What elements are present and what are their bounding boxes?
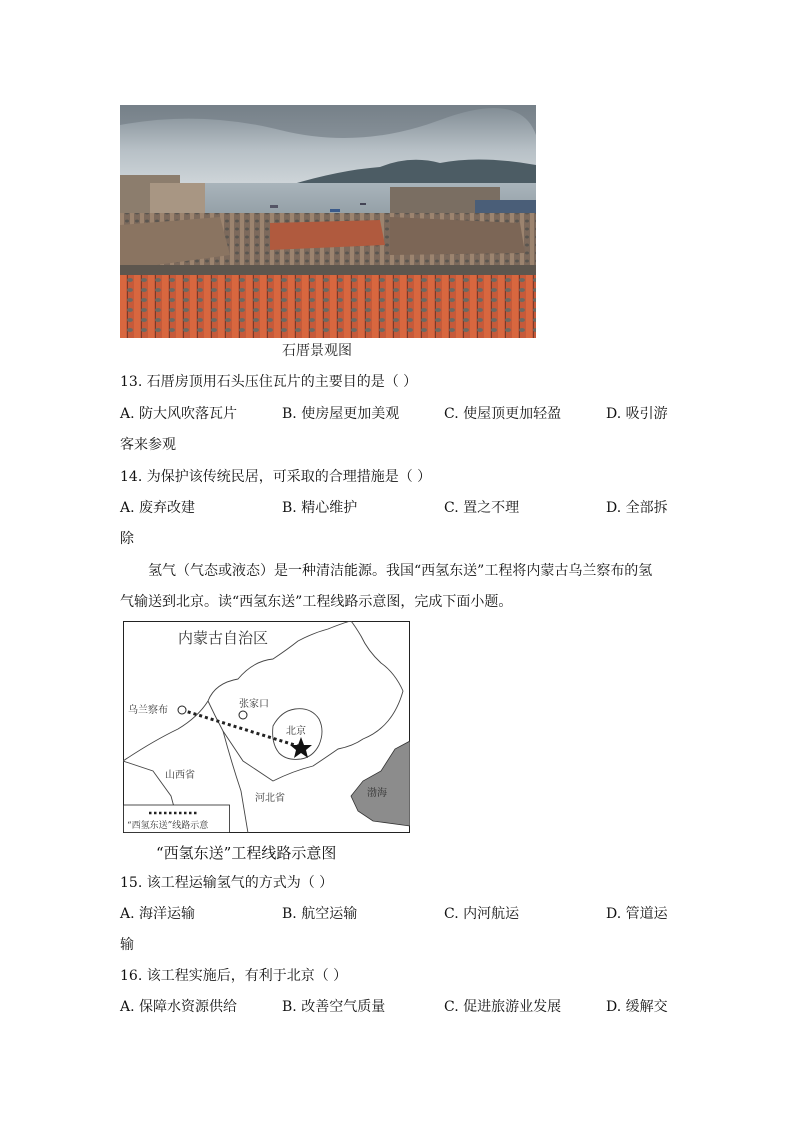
question-13-stem: 13. 石厝房顶用石头压住瓦片的主要目的是（ ） [120,374,418,390]
stone-house-illustration [120,105,536,338]
legend-label: “西氢东送”线路示意 [127,821,209,831]
label-hebei: 河北省 [255,793,285,804]
intro-line-2: 气输送到北京。读“西氢东送”工程线路示意图，完成下面小题。 [120,594,513,610]
label-bohai: 渤海 [367,788,387,799]
label-inner-mongolia: 内蒙古自治区 [178,629,269,647]
question-13-option-d-wrap: 客来参观 [120,437,176,453]
question-16-option-b: B. 改善空气质量 [282,999,386,1015]
route-map [123,621,410,833]
photo-caption: 石厝景观图 [282,343,352,359]
question-15-option-a: A. 海洋运输 [120,906,196,922]
question-14-option-c: C. 置之不理 [444,500,520,516]
question-16-option-a: A. 保障水资源供给 [120,999,238,1015]
intro-line-1: 氢气（气态或液态）是一种清洁能源。我国“西氢东送”工程将内蒙古乌兰察布的氢 [148,563,653,579]
question-14-stem: 14. 为保护该传统民居，可采取的合理措施是（ ） [120,469,432,485]
question-15-option-b: B. 航空运输 [282,906,358,922]
question-15-option-d-wrap: 输 [120,937,134,953]
label-beijing: 北京 [286,726,306,737]
route-map-svg [123,621,410,833]
zhangjiakou-marker [239,711,247,719]
label-shanxi: 山西省 [165,770,195,781]
question-16-option-d: D. 缓解交 [606,999,668,1015]
question-15-stem: 15. 该工程运输氢气的方式为（ ） [120,875,334,891]
question-14-option-b: B. 精心维护 [282,500,358,516]
question-13-option-c: C. 使屋顶更加轻盈 [444,406,562,422]
question-13-option-b: B. 使房屋更加美观 [282,406,400,422]
question-15-option-d: D. 管道运 [606,906,668,922]
question-16-option-c: C. 促进旅游业发展 [444,999,562,1015]
question-16-stem: 16. 该工程实施后，有利于北京（ ） [120,968,348,984]
map-caption: “西氢东送”工程线路示意图 [156,844,337,862]
question-14-option-d-wrap: 除 [120,531,134,547]
question-14-option-d: D. 全部拆 [606,500,668,516]
stone-house-photo [120,105,536,338]
ulanqab-marker [178,706,186,714]
question-15-option-c: C. 内河航运 [444,906,520,922]
question-14-option-a: A. 废弃改建 [120,500,196,516]
question-13-option-a: A. 防大风吹落瓦片 [120,406,238,422]
label-zhangjiakou: 张家口 [239,699,269,710]
label-ulanqab: 乌兰察布 [128,705,168,716]
question-13-option-d: D. 吸引游 [606,406,668,422]
